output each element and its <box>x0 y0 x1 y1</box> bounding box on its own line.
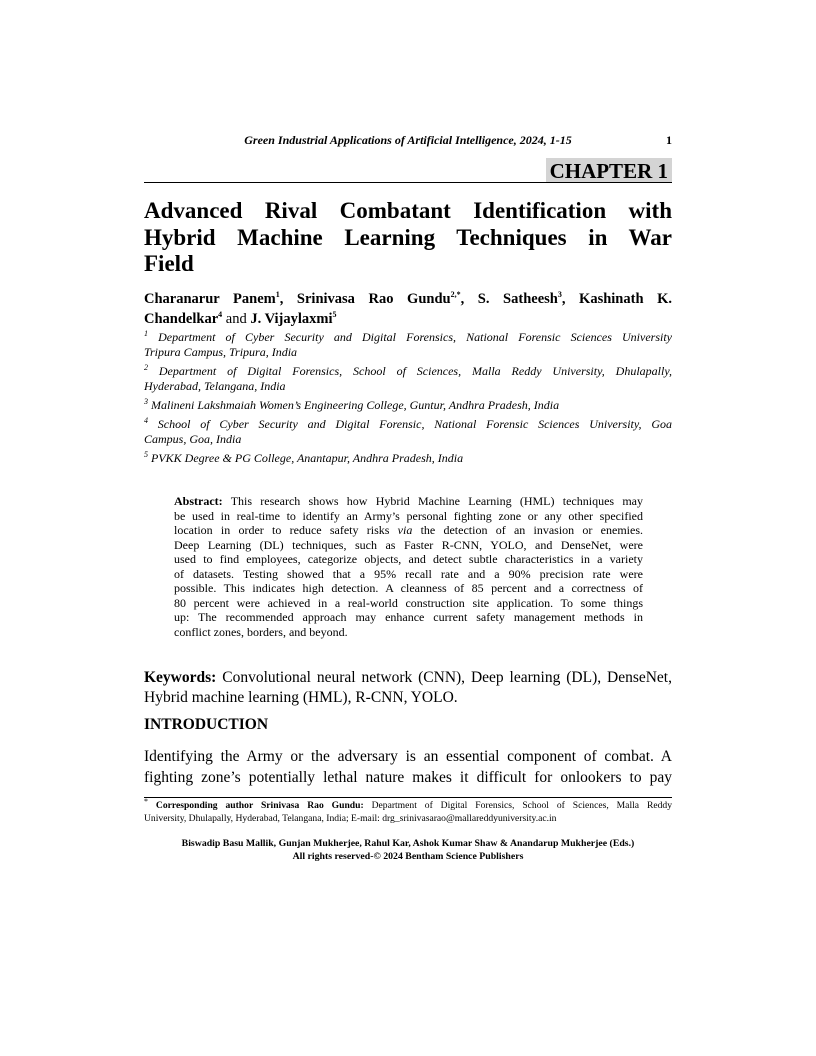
abstract-line-6: of datasets. Testing showed that a 95% recall rate and a 90% precision rate were <box>174 566 643 581</box>
abstract-line-7: possible. This indicates high detection. A cleanness of 85 percent and a correctness of <box>174 581 643 595</box>
affiliations <box>144 330 672 470</box>
affiliation-3 <box>144 398 672 413</box>
editors-block <box>144 838 672 863</box>
affiliation-2-mark: 2 <box>144 363 148 372</box>
author-2-affil: 2,* <box>450 290 461 300</box>
copyright-line: All rights reserved-© 2024 Bentham Science Publishers <box>292 850 524 862</box>
affiliation-5-mark: 5 <box>144 450 148 459</box>
author-5-affil: 5 <box>332 310 337 320</box>
affiliation-4 <box>144 417 672 447</box>
affiliation-4-line-2: Campus, Goa, India <box>144 432 242 446</box>
abstract-line-1: This research shows how Hybrid Machine Learning (HML) techniques may <box>222 494 643 508</box>
affiliation-5-line-1: PVKK Degree & PG College, Anantapur, Andhra Pradesh, India <box>148 451 464 465</box>
affiliation-2-line-1: Department of Digital Forensics, School of Sciences, Malla Reddy University, Dhulapally, <box>148 364 672 378</box>
footnote-rule <box>144 797 672 798</box>
keywords <box>144 668 672 708</box>
affiliation-2 <box>144 364 672 394</box>
author-3: , S. Satheesh <box>460 291 558 307</box>
abstract-label: Abstract: <box>174 494 223 508</box>
author-4-affil: 4 <box>218 310 223 320</box>
authors-line-2 <box>144 311 337 327</box>
author-1: Charanarur Panem <box>144 291 276 307</box>
abstract-line-5: used to find employees, categorize objects, and detect subtle characteristics in a variety <box>174 552 643 566</box>
author-list <box>144 289 672 329</box>
authors-line-1 <box>144 289 672 309</box>
author-and: and <box>222 311 251 327</box>
abstract <box>174 494 643 639</box>
footnote-line-1: Department of Digital Forensics, School of Sciences, Malla Reddy <box>363 800 672 811</box>
abstract-line-9: up: The recommended approach may enhance current safety management methods in <box>174 610 643 624</box>
keywords-label: Keywords: <box>144 669 217 686</box>
abstract-line-8: 80 percent were achieved in a real-world construction site application. To some things <box>174 595 643 610</box>
affiliation-2-line-2: Hyderabad, Telangana, India <box>144 379 286 393</box>
article-title <box>144 198 672 278</box>
affiliation-1-line-2: Tripura Campus, Tripura, India <box>144 345 298 359</box>
page-number: 1 <box>666 133 672 147</box>
keywords-line-2: Hybrid machine learning (HML), R-CNN, YOLO. <box>144 689 458 706</box>
affiliation-1-mark: 1 <box>144 329 148 338</box>
footnote-line-2: University, Dhulapally, Hyderabad, Telangana, India; E-mail: drg_srinivasarao@mallareddyuniversity.ac.in <box>144 812 557 824</box>
chapter-rule <box>144 182 672 183</box>
journal-year-pages: , 2024, 1-15 <box>513 133 572 147</box>
title-line-2: Hybrid Machine Learning Techniques in War <box>144 224 672 250</box>
abstract-line-4: Deep Learning (DL) techniques, such as Faster R-CNN, YOLO, and DenseNet, were <box>174 537 643 552</box>
keywords-line-1: Convolutional neural network (CNN), Deep learning (DL), DenseNet, <box>216 669 672 686</box>
affiliation-4-mark: 4 <box>144 416 148 425</box>
affiliation-1-line-1: Department of Cyber Security and Digital Forensics, National Forensic Sciences University <box>148 330 672 344</box>
introduction-text <box>144 746 672 788</box>
author-3-affil: 3 <box>557 290 562 300</box>
affiliation-5 <box>144 451 672 466</box>
intro-line-2: fighting zone’s potentially lethal nature makes it difficult for onlookers to pay <box>144 769 672 786</box>
footnote <box>144 796 672 825</box>
abstract-line-3: location in order to reduce safety risks <box>174 523 398 537</box>
section-heading-introduction: INTRODUCTION <box>144 716 269 733</box>
affiliation-1 <box>144 330 672 360</box>
author-1-affil: 1 <box>275 290 280 300</box>
editors-line: Biswadip Basu Mallik, Gunjan Mukherjee, Rahul Kar, Ashok Kumar Shaw & Anandarup Mukherjee (Eds.) <box>181 838 635 849</box>
author-5: J. Vijaylaxmi <box>250 311 333 327</box>
journal-title: Green Industrial Applications of Artificial Intelligence <box>244 133 514 147</box>
author-2: , Srinivasa Rao Gundu <box>279 291 451 307</box>
running-head <box>144 133 672 148</box>
abstract-via: via <box>397 523 413 537</box>
title-line-1: Advanced Rival Combatant Identification with <box>144 198 672 223</box>
chapter-label: CHAPTER 1 <box>546 158 672 183</box>
abstract-line-2: be used in real-time to identify an Army’s personal fighting zone or any other specified <box>174 508 643 523</box>
affiliation-3-mark: 3 <box>144 397 148 406</box>
title-line-3: Field <box>144 251 194 276</box>
footnote-mark: * <box>144 796 148 806</box>
affiliation-3-line-1: Malineni Lakshmaiah Women’s Engineering College, Guntur, Andhra Pradesh, India <box>148 398 560 412</box>
footnote-label: Corresponding author Srinivasa Rao Gundu: <box>148 800 364 811</box>
author-4-last: Chandelkar <box>144 311 219 327</box>
author-4-first: , Kashinath K. <box>561 291 672 307</box>
abstract-line-3-tail: the detection of an invasion or enemies. <box>412 523 643 537</box>
intro-line-1: Identifying the Army or the adversary is an essential component of combat. A <box>144 748 672 765</box>
abstract-line-10: conflict zones, borders, and beyond. <box>174 624 348 639</box>
affiliation-4-line-1: School of Cyber Security and Digital Forensic, National Forensic Sciences University, Goa <box>148 417 672 431</box>
